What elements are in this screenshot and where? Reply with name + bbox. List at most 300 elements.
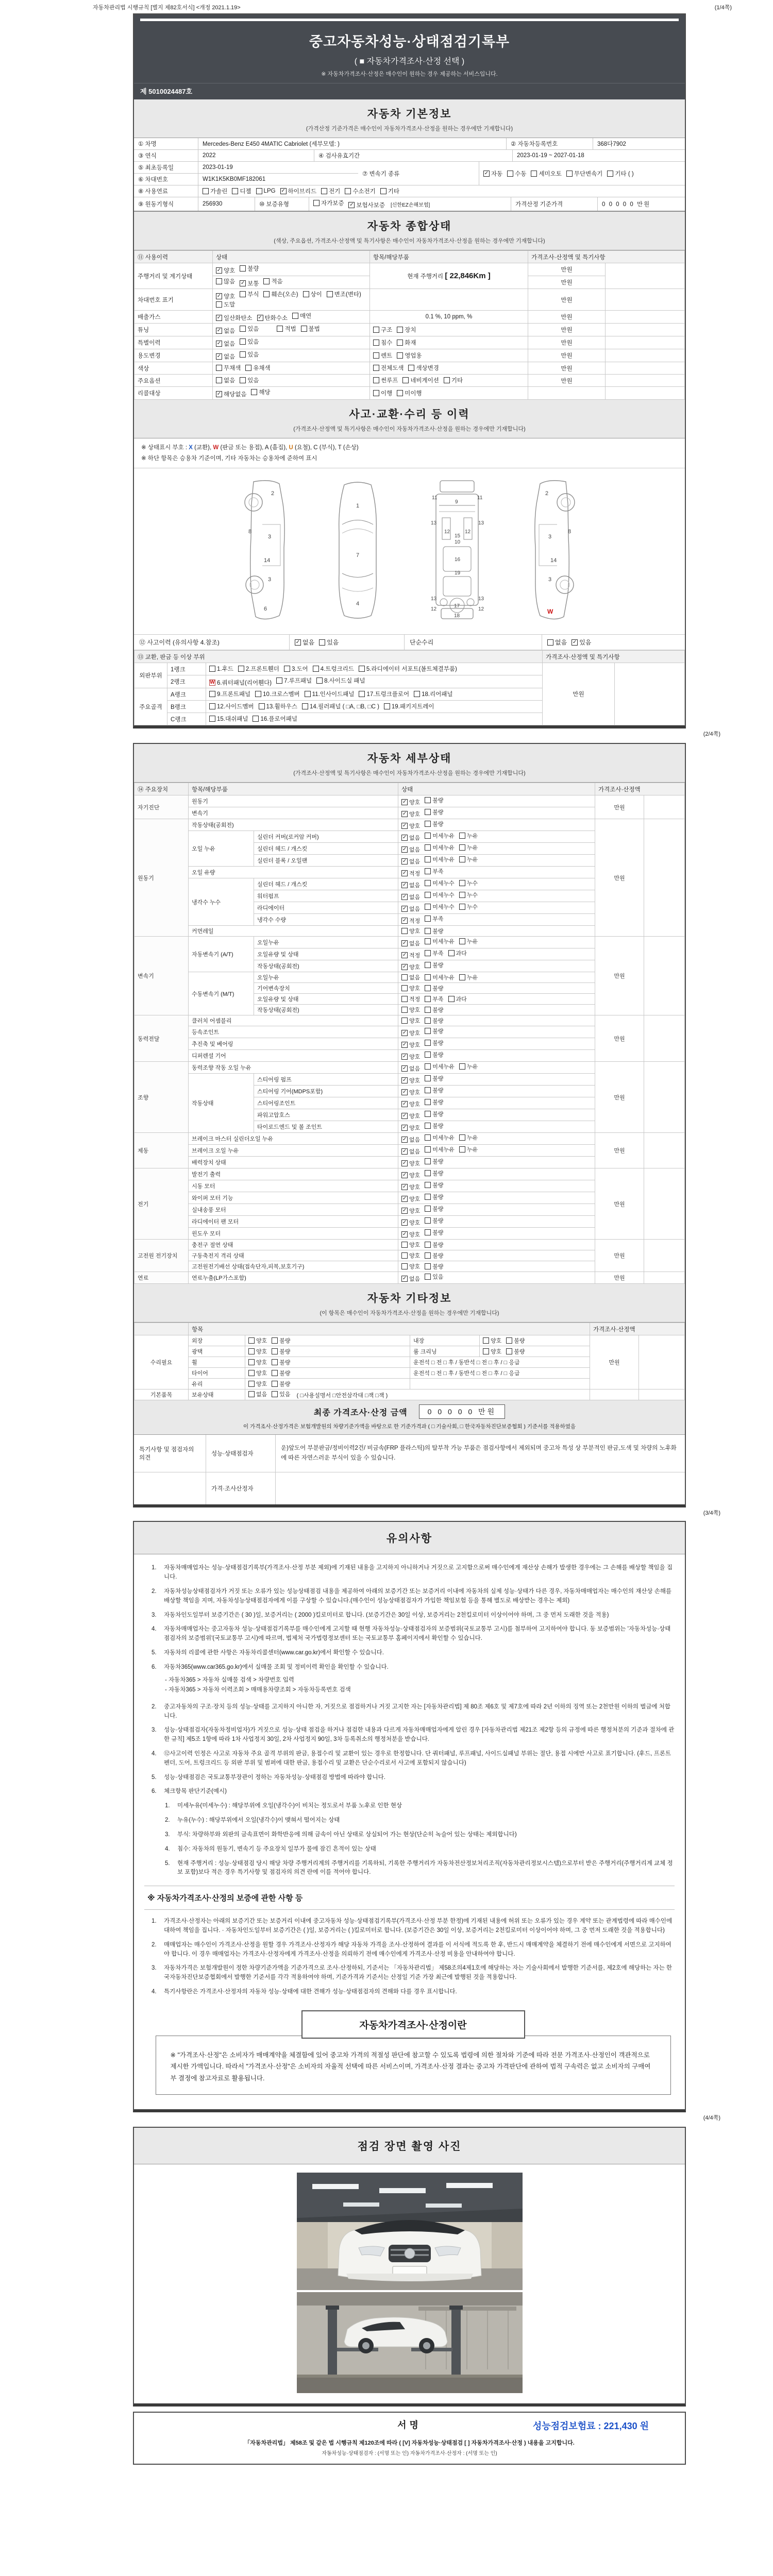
checkbox-option[interactable] (425, 796, 443, 804)
checkbox-option[interactable] (209, 690, 250, 698)
checkbox-option[interactable] (459, 1145, 478, 1154)
checkbox[interactable]: ✓ (402, 1042, 407, 1048)
checkbox[interactable] (425, 950, 431, 956)
checkbox[interactable] (483, 1348, 489, 1354)
checkbox[interactable] (256, 188, 262, 194)
checkbox[interactable] (425, 821, 431, 827)
checkbox[interactable] (373, 340, 379, 346)
checkbox-option[interactable] (401, 1100, 420, 1108)
checkbox-option[interactable] (216, 376, 235, 384)
checkbox[interactable] (459, 892, 465, 898)
checkbox-option[interactable] (240, 350, 259, 359)
checkbox-option[interactable] (292, 312, 311, 320)
checkbox-option[interactable] (345, 187, 375, 195)
checkbox[interactable]: ✓ (402, 882, 407, 888)
checkbox-option[interactable] (248, 1347, 267, 1355)
checkbox[interactable] (319, 639, 325, 646)
checkbox-option[interactable] (425, 1216, 443, 1225)
checkbox[interactable]: ✓ (216, 267, 222, 273)
checkbox[interactable] (444, 377, 450, 383)
checkbox[interactable] (425, 1170, 431, 1176)
checkbox[interactable] (373, 377, 379, 383)
checkbox[interactable] (425, 938, 431, 944)
checkbox-option[interactable] (240, 376, 259, 384)
checkbox[interactable] (408, 365, 414, 371)
checkbox-option[interactable] (373, 326, 392, 334)
checkbox-option[interactable] (321, 187, 340, 195)
checkbox-option[interactable] (248, 1336, 267, 1345)
checkbox-option[interactable] (401, 869, 420, 877)
checkbox[interactable] (248, 1348, 255, 1354)
checkbox-option[interactable] (272, 1347, 290, 1355)
checkbox[interactable]: ✓ (402, 811, 407, 817)
checkbox[interactable] (240, 326, 246, 332)
checkbox[interactable] (425, 985, 431, 991)
checkbox[interactable] (425, 1087, 431, 1093)
checkbox[interactable] (414, 691, 420, 697)
checkbox-option[interactable] (444, 376, 463, 384)
checkbox[interactable] (425, 928, 431, 934)
checkbox[interactable] (272, 1391, 278, 1397)
checkbox-option[interactable] (248, 1358, 267, 1366)
checkbox[interactable] (251, 389, 257, 395)
checkbox[interactable] (272, 1381, 278, 1387)
checkbox[interactable] (401, 1252, 408, 1259)
checkbox[interactable] (301, 326, 307, 332)
checkbox[interactable] (209, 703, 215, 709)
checkbox[interactable] (321, 188, 327, 194)
checkbox-option[interactable] (401, 951, 420, 959)
checkbox-option[interactable] (459, 879, 478, 887)
checkbox[interactable]: ✓ (258, 315, 262, 320)
checkbox[interactable]: ✓ (402, 1089, 407, 1095)
checkbox-option[interactable] (397, 351, 422, 360)
checkbox-option[interactable] (216, 266, 235, 275)
checkbox-option[interactable] (425, 1205, 443, 1213)
checkbox[interactable] (506, 1337, 512, 1344)
checkbox[interactable] (401, 974, 408, 980)
checkbox[interactable]: ✓ (402, 1276, 407, 1282)
checkbox-option[interactable] (248, 1380, 267, 1388)
checkbox-option[interactable] (547, 638, 567, 647)
checkbox-option[interactable] (425, 1027, 443, 1035)
checkbox[interactable] (459, 1134, 465, 1141)
checkbox-option[interactable] (401, 1076, 420, 1084)
checkbox[interactable] (359, 691, 365, 697)
checkbox[interactable] (566, 171, 573, 177)
checkbox-option[interactable] (531, 170, 561, 178)
checkbox-option[interactable] (459, 903, 478, 911)
checkbox[interactable] (425, 1040, 431, 1046)
checkbox[interactable] (248, 1359, 255, 1365)
checkbox-option[interactable] (401, 1171, 420, 1179)
checkbox-option[interactable] (425, 995, 443, 1003)
checkbox-option[interactable] (401, 1207, 420, 1215)
checkbox[interactable]: ✓ (402, 1125, 407, 1131)
checkbox-option[interactable] (209, 665, 233, 673)
checkbox[interactable] (216, 278, 222, 284)
checkbox-option[interactable] (397, 389, 422, 397)
checkbox[interactable] (259, 703, 265, 709)
checkbox-option[interactable] (240, 264, 259, 273)
checkbox[interactable] (448, 996, 455, 1002)
checkbox[interactable]: ✓ (402, 1065, 407, 1072)
checkbox-option[interactable] (401, 857, 420, 866)
checkbox-option[interactable] (459, 891, 478, 899)
checkbox[interactable]: ✓ (572, 639, 577, 645)
checkbox-option[interactable] (425, 820, 443, 828)
checkbox-option[interactable] (319, 638, 339, 647)
checkbox-option[interactable] (209, 715, 248, 723)
checkbox-option[interactable] (327, 290, 361, 298)
checkbox[interactable] (216, 377, 222, 383)
checkbox[interactable] (240, 338, 246, 345)
checkbox-option[interactable] (425, 1157, 443, 1165)
checkbox-option[interactable] (216, 364, 241, 372)
checkbox[interactable] (277, 326, 283, 332)
checkbox-option[interactable] (401, 905, 420, 913)
checkbox-option[interactable] (425, 1050, 443, 1059)
checkbox[interactable] (401, 985, 408, 991)
checkbox-option[interactable] (459, 1062, 478, 1071)
checkbox-option[interactable] (401, 1218, 420, 1227)
checkbox-option[interactable] (257, 314, 288, 322)
checkbox[interactable] (240, 291, 246, 297)
checkbox-option[interactable] (401, 1124, 420, 1132)
checkbox-option[interactable] (401, 1241, 420, 1249)
checkbox[interactable] (384, 703, 390, 709)
checkbox[interactable] (373, 327, 379, 333)
checkbox[interactable] (292, 313, 298, 319)
checkbox[interactable] (425, 1123, 431, 1129)
checkbox-option[interactable] (459, 937, 478, 945)
checkbox[interactable] (531, 171, 537, 177)
checkbox[interactable]: ✓ (402, 1054, 407, 1060)
checkbox[interactable] (253, 716, 259, 722)
checkbox-option[interactable] (240, 325, 259, 333)
checkbox[interactable] (402, 377, 409, 383)
checkbox[interactable] (276, 677, 282, 684)
checkbox[interactable] (506, 1348, 512, 1354)
checkbox-option[interactable] (425, 1273, 443, 1281)
checkbox-option[interactable] (401, 927, 420, 935)
checkbox[interactable] (397, 390, 403, 396)
checkbox-option[interactable] (401, 845, 420, 854)
checkbox-option[interactable] (255, 690, 300, 698)
checkbox-option[interactable] (459, 832, 478, 840)
checkbox[interactable]: ✓ (402, 952, 407, 958)
checkbox[interactable] (425, 1063, 431, 1070)
checkbox-option[interactable] (425, 914, 443, 923)
checkbox[interactable] (459, 856, 465, 862)
checkbox[interactable]: ✓ (402, 1172, 407, 1178)
checkbox-option[interactable] (401, 1262, 420, 1270)
checkbox[interactable] (425, 1018, 431, 1024)
checkbox-option[interactable] (425, 1062, 455, 1071)
checkbox[interactable] (397, 352, 403, 359)
checkbox-option[interactable] (373, 338, 392, 347)
checkbox-option[interactable] (348, 201, 385, 209)
checkbox[interactable]: ✓ (216, 328, 222, 333)
checkbox[interactable]: ✓ (402, 1137, 407, 1143)
checkbox-option[interactable] (373, 389, 392, 397)
checkbox-option[interactable] (425, 867, 443, 875)
checkbox-option[interactable] (401, 798, 420, 806)
checkbox-option[interactable] (425, 927, 443, 935)
checkbox[interactable] (425, 1229, 431, 1235)
checkbox[interactable]: ✓ (402, 940, 407, 946)
checkbox[interactable] (313, 200, 320, 206)
checkbox-option[interactable] (425, 984, 443, 992)
checkbox[interactable]: ✓ (402, 894, 407, 900)
checkbox[interactable]: ✓ (216, 391, 222, 397)
checkbox-option[interactable] (425, 1039, 443, 1047)
checkbox-option[interactable] (402, 376, 439, 384)
checkbox-option[interactable] (295, 638, 314, 647)
checkbox-option[interactable] (216, 292, 235, 300)
checkbox-option[interactable] (251, 388, 270, 396)
checkbox-option[interactable] (253, 715, 297, 723)
checkbox[interactable] (380, 188, 386, 194)
checkbox[interactable]: ✓ (402, 799, 407, 805)
checkbox[interactable] (248, 1370, 255, 1376)
checkbox-option[interactable] (425, 843, 455, 852)
checkbox[interactable]: ✓ (402, 870, 407, 876)
checkbox-option[interactable] (401, 984, 420, 992)
checkbox-option[interactable] (280, 187, 317, 195)
checkbox-option[interactable] (401, 1251, 420, 1260)
checkbox[interactable]: ✓ (402, 1077, 407, 1083)
checkbox[interactable] (255, 691, 261, 697)
checkbox[interactable] (425, 996, 431, 1002)
checkbox[interactable] (547, 639, 553, 646)
checkbox-option[interactable] (401, 1147, 420, 1156)
checkbox[interactable] (401, 1263, 408, 1269)
checkbox[interactable] (313, 666, 319, 672)
checkbox-option[interactable] (401, 1159, 420, 1167)
checkbox-option[interactable] (425, 1169, 443, 1177)
checkbox-option[interactable] (425, 1262, 443, 1270)
checkbox[interactable] (459, 833, 465, 839)
checkbox-option[interactable] (425, 1110, 443, 1118)
checkbox-option[interactable] (425, 1122, 443, 1130)
checkbox[interactable] (425, 1158, 431, 1164)
checkbox-option[interactable] (313, 665, 354, 673)
checkbox[interactable] (483, 1337, 489, 1344)
checkbox[interactable]: ✓ (484, 170, 489, 176)
checkbox-option[interactable] (397, 338, 416, 347)
checkbox[interactable] (232, 188, 238, 194)
checkbox-option[interactable] (303, 290, 322, 298)
checkbox-option[interactable] (359, 690, 409, 698)
checkbox[interactable]: ✓ (349, 202, 354, 208)
checkbox[interactable] (272, 1348, 278, 1354)
checkbox-option[interactable] (401, 1088, 420, 1096)
checkbox-option[interactable] (425, 808, 443, 816)
checkbox[interactable] (459, 938, 465, 944)
checkbox-option[interactable] (401, 1230, 420, 1239)
checkbox[interactable] (272, 1370, 278, 1376)
checkbox[interactable] (303, 291, 309, 297)
checkbox-option[interactable] (401, 1041, 420, 1049)
checkbox-option[interactable] (245, 364, 270, 372)
checkbox-option[interactable] (425, 1133, 455, 1142)
checkbox[interactable] (359, 666, 365, 672)
checkbox-option[interactable] (263, 277, 282, 285)
checkbox[interactable]: ✓ (402, 918, 407, 924)
checkbox[interactable]: ✓ (216, 341, 222, 346)
checkbox[interactable] (263, 291, 270, 297)
checkbox[interactable] (425, 892, 431, 898)
checkbox[interactable]: ✓ (216, 315, 222, 320)
checkbox-option[interactable] (425, 1074, 443, 1082)
checkbox-option[interactable] (216, 314, 253, 322)
checkbox[interactable]: ✓ (402, 1208, 407, 1214)
checkbox-option[interactable] (240, 279, 259, 287)
checkbox-option[interactable] (425, 903, 455, 911)
checkbox[interactable]: ✓ (402, 858, 407, 865)
checkbox[interactable]: W (210, 680, 215, 686)
checkbox-option[interactable] (459, 973, 478, 981)
checkbox[interactable] (425, 1194, 431, 1200)
checkbox-option[interactable] (425, 949, 443, 957)
checkbox[interactable] (459, 844, 465, 851)
checkbox[interactable] (203, 188, 209, 194)
checkbox-option[interactable] (425, 1098, 443, 1106)
checkbox[interactable] (284, 666, 290, 672)
checkbox-option[interactable] (425, 937, 455, 945)
checkbox[interactable] (425, 1111, 431, 1117)
checkbox-option[interactable] (401, 995, 420, 1003)
checkbox-option[interactable] (414, 690, 452, 698)
checkbox-option[interactable] (401, 1006, 420, 1014)
checkbox-option[interactable] (401, 1064, 420, 1073)
checkbox-option[interactable] (216, 340, 235, 348)
checkbox-option[interactable] (240, 337, 259, 346)
checkbox-option[interactable] (203, 187, 227, 195)
checkbox[interactable]: ✓ (402, 846, 407, 853)
checkbox-option[interactable] (401, 893, 420, 901)
checkbox-option[interactable] (425, 961, 443, 969)
checkbox[interactable] (425, 1217, 431, 1224)
checkbox[interactable]: ✓ (402, 1231, 407, 1238)
checkbox-option[interactable] (459, 855, 478, 863)
checkbox-option[interactable] (459, 1133, 478, 1142)
checkbox-option[interactable] (425, 832, 455, 840)
checkbox-option[interactable] (506, 1336, 525, 1345)
checkbox-option[interactable] (272, 1369, 290, 1377)
checkbox[interactable] (425, 880, 431, 886)
checkbox[interactable] (245, 365, 251, 371)
checkbox[interactable] (209, 666, 215, 672)
checkbox[interactable] (459, 904, 465, 910)
checkbox-option[interactable] (401, 1275, 420, 1283)
checkbox[interactable]: ✓ (402, 1184, 407, 1190)
checkbox-option[interactable] (240, 290, 259, 298)
checkbox[interactable] (425, 856, 431, 862)
checkbox[interactable] (401, 1007, 408, 1013)
checkbox[interactable] (425, 974, 431, 980)
checkbox-option[interactable] (284, 665, 308, 673)
checkbox[interactable] (425, 1242, 431, 1248)
checkbox-option[interactable] (248, 1390, 267, 1398)
checkbox-option[interactable] (272, 1380, 290, 1388)
checkbox[interactable]: ✓ (402, 1030, 407, 1036)
checkbox[interactable]: ✓ (402, 1113, 407, 1119)
checkbox-option[interactable] (301, 325, 320, 333)
checkbox[interactable]: ✓ (216, 293, 222, 299)
checkbox-option[interactable] (401, 834, 420, 842)
checkbox-option[interactable] (401, 881, 420, 889)
checkbox[interactable] (607, 171, 613, 177)
checkbox-option[interactable] (607, 170, 633, 178)
checkbox[interactable] (425, 1146, 431, 1153)
checkbox-option[interactable] (425, 1251, 443, 1260)
checkbox[interactable] (373, 365, 379, 371)
checkbox[interactable] (425, 1182, 431, 1188)
checkbox[interactable] (425, 1263, 431, 1269)
checkbox-option[interactable] (448, 995, 467, 1003)
checkbox[interactable] (272, 1359, 278, 1365)
checkbox[interactable] (425, 797, 431, 803)
checkbox[interactable]: ✓ (402, 1219, 407, 1226)
checkbox[interactable] (302, 703, 308, 709)
checkbox[interactable]: ✓ (281, 188, 285, 194)
checkbox[interactable] (459, 974, 465, 980)
checkbox-option[interactable] (259, 702, 297, 710)
checkbox-option[interactable] (256, 188, 276, 194)
checkbox[interactable] (240, 351, 246, 358)
checkbox[interactable] (425, 1028, 431, 1034)
checkbox[interactable] (401, 928, 408, 934)
checkbox[interactable] (425, 1134, 431, 1141)
checkbox-option[interactable] (425, 973, 455, 981)
checkbox-option[interactable] (302, 702, 379, 710)
checkbox[interactable] (373, 390, 379, 396)
checkbox[interactable] (316, 677, 323, 684)
checkbox-option[interactable] (397, 326, 416, 334)
checkbox-option[interactable] (216, 277, 235, 285)
checkbox[interactable] (397, 327, 403, 333)
checkbox[interactable] (248, 1391, 255, 1397)
checkbox-option[interactable] (425, 1181, 443, 1189)
checkbox-option[interactable] (459, 843, 478, 852)
checkbox[interactable] (425, 1099, 431, 1105)
checkbox-option[interactable] (373, 376, 398, 384)
checkbox[interactable] (209, 691, 215, 697)
checkbox[interactable] (425, 844, 431, 851)
checkbox-option[interactable] (401, 939, 420, 947)
checkbox-option[interactable] (232, 187, 251, 195)
checkbox-option[interactable] (313, 199, 344, 207)
checkbox[interactable] (305, 691, 311, 697)
checkbox[interactable] (459, 1146, 465, 1153)
checkbox[interactable]: ✓ (402, 1160, 407, 1166)
checkbox-option[interactable] (401, 917, 420, 925)
checkbox[interactable] (216, 301, 222, 308)
checkbox-option[interactable] (401, 973, 420, 981)
checkbox-option[interactable] (425, 1241, 443, 1249)
checkbox-option[interactable] (483, 1336, 501, 1345)
checkbox-option[interactable] (373, 364, 404, 372)
checkbox[interactable] (373, 352, 379, 359)
checkbox-option[interactable] (506, 1347, 525, 1355)
checkbox-option[interactable] (384, 702, 434, 710)
checkbox[interactable] (425, 833, 431, 839)
checkbox-option[interactable] (425, 879, 455, 887)
checkbox[interactable] (401, 1018, 408, 1024)
checkbox[interactable]: ✓ (402, 1101, 407, 1107)
